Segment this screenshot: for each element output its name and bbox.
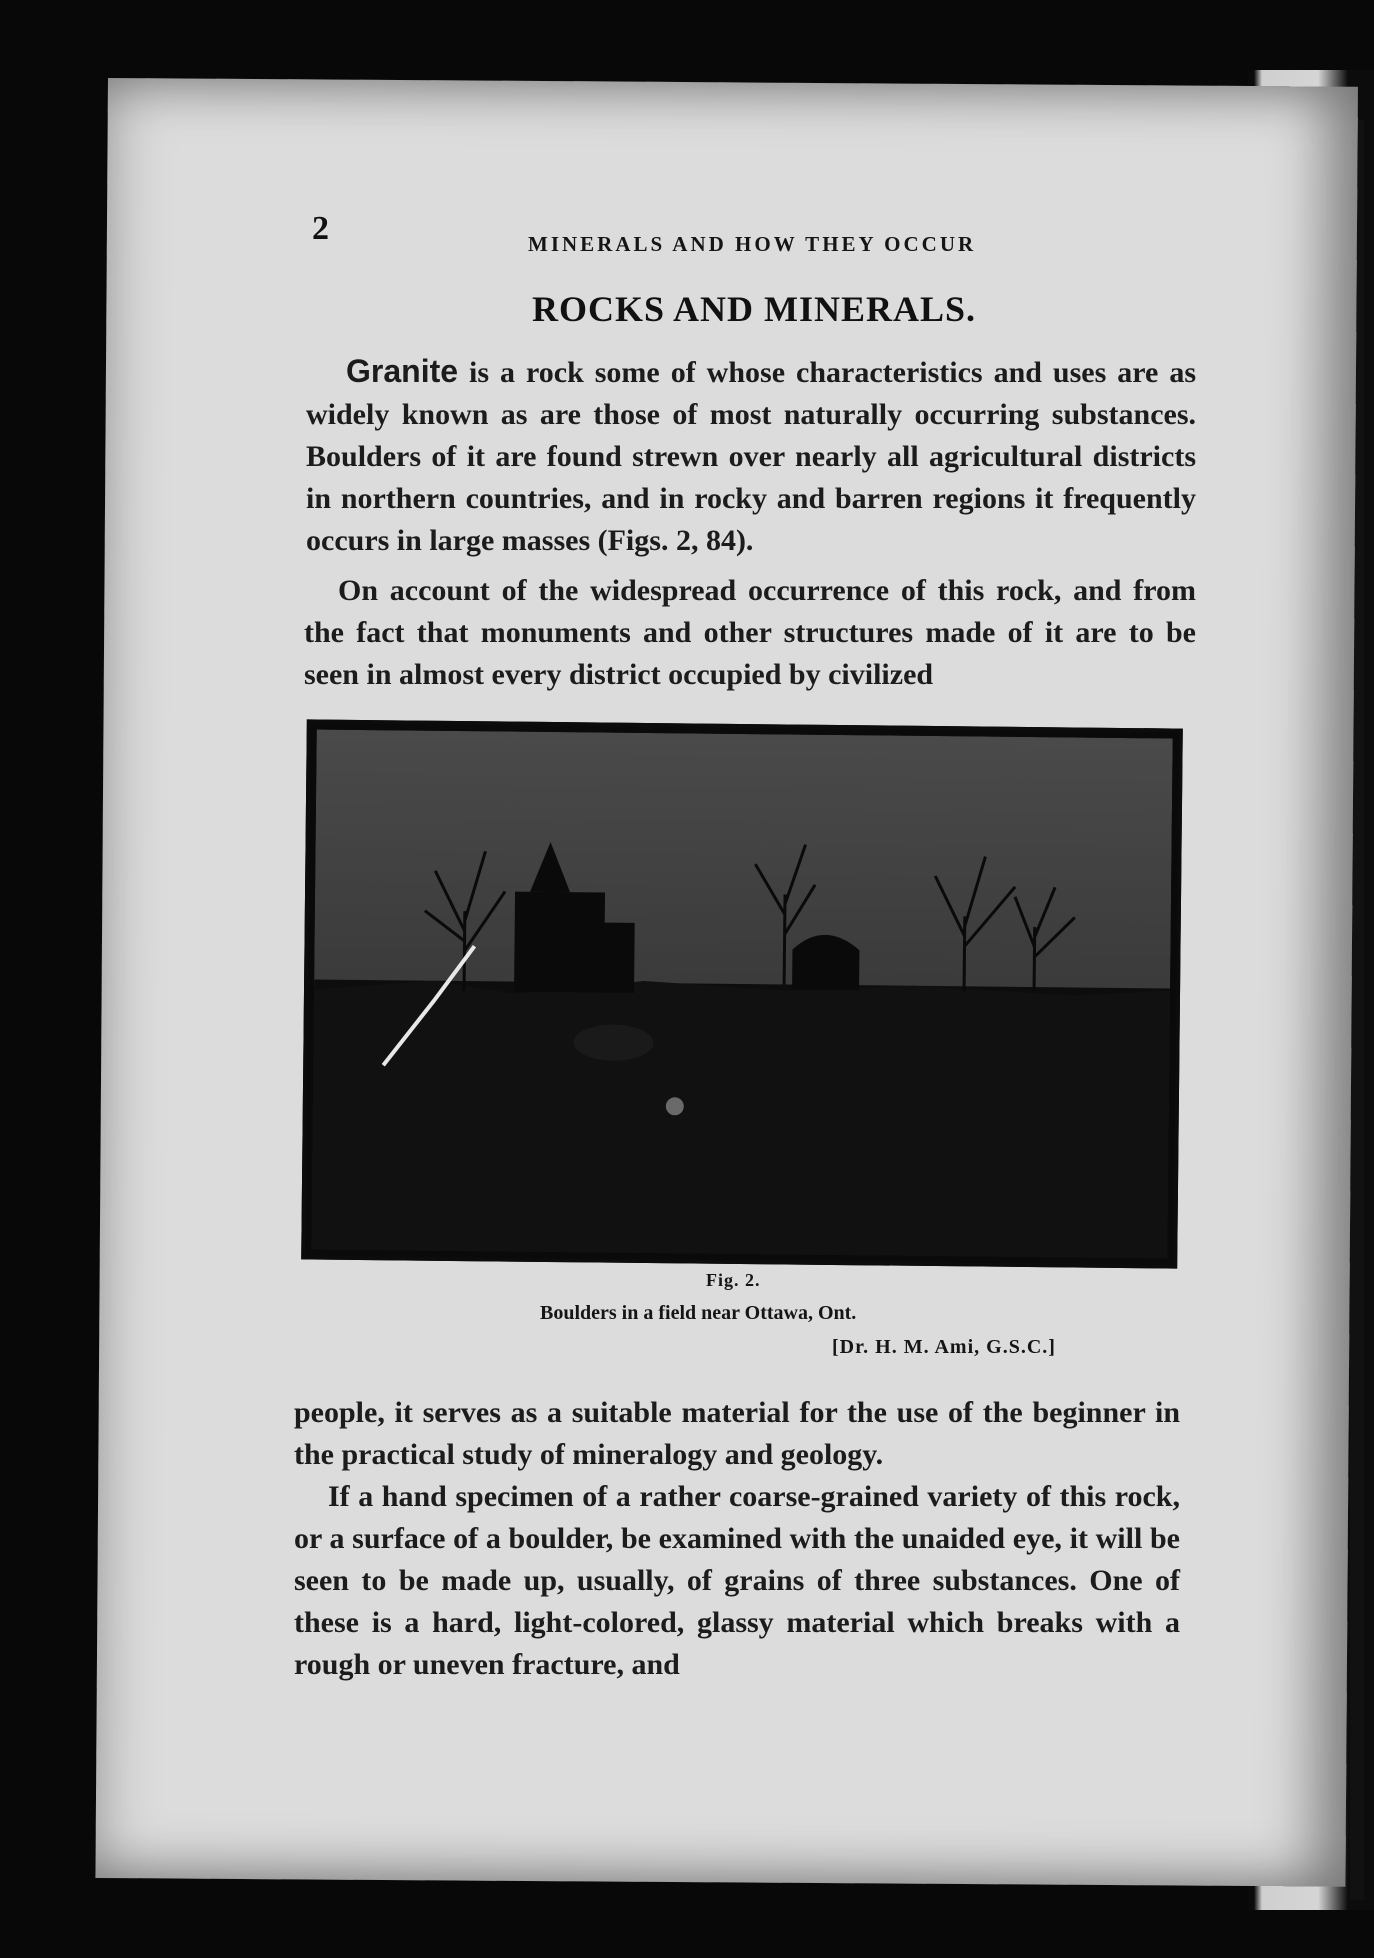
paragraph-text: is a rock some of whose characteristics and uses are as widely known as are those of most naturally occurring substances. Boulders of it are found strewn over nearly all agricultural districts in northern countries, and in rocky and barren regions it frequently occurs in large masses (Figs. 2, 84).	[306, 356, 1196, 557]
paragraph-beginner: people, it serves as a suitable material for the use of the beginner in the practical study of mineralogy and geology.	[294, 1396, 1180, 1471]
figure-photo	[301, 719, 1183, 1268]
paragraph-widespread: On account of the widespread occurrence of this rock, and from the fact that monuments and other structures made of it are to be seen in almost every district occupied by civilized	[304, 574, 1196, 691]
figure-number: Fig. 2.	[706, 1270, 761, 1290]
running-title: MINERALS AND HOW THEY OCCUR	[528, 232, 977, 256]
figure-credit: [Dr. H. M. Ami, G.S.C.]	[832, 1336, 1056, 1358]
paragraph-hand-specimen: If a hand specimen of a rather coarse-grained variety of this rock, or a surface of a boulder, be examined with the unaided eye, it will be seen to be made up, usually, of grains of three substances. One of these is a hard, light-colored, glassy material which breaks with a rough or uneven fracture, and	[294, 1480, 1180, 1681]
page-number: 2	[312, 210, 329, 247]
boulders-field-photo	[311, 730, 1172, 1259]
lead-word: Granite	[346, 353, 459, 389]
figure-caption: Boulders in a field near Ottawa, Ont.	[540, 1302, 857, 1324]
section-heading: ROCKS AND MINERALS.	[532, 289, 977, 329]
paragraph-granite	[306, 350, 1196, 562]
